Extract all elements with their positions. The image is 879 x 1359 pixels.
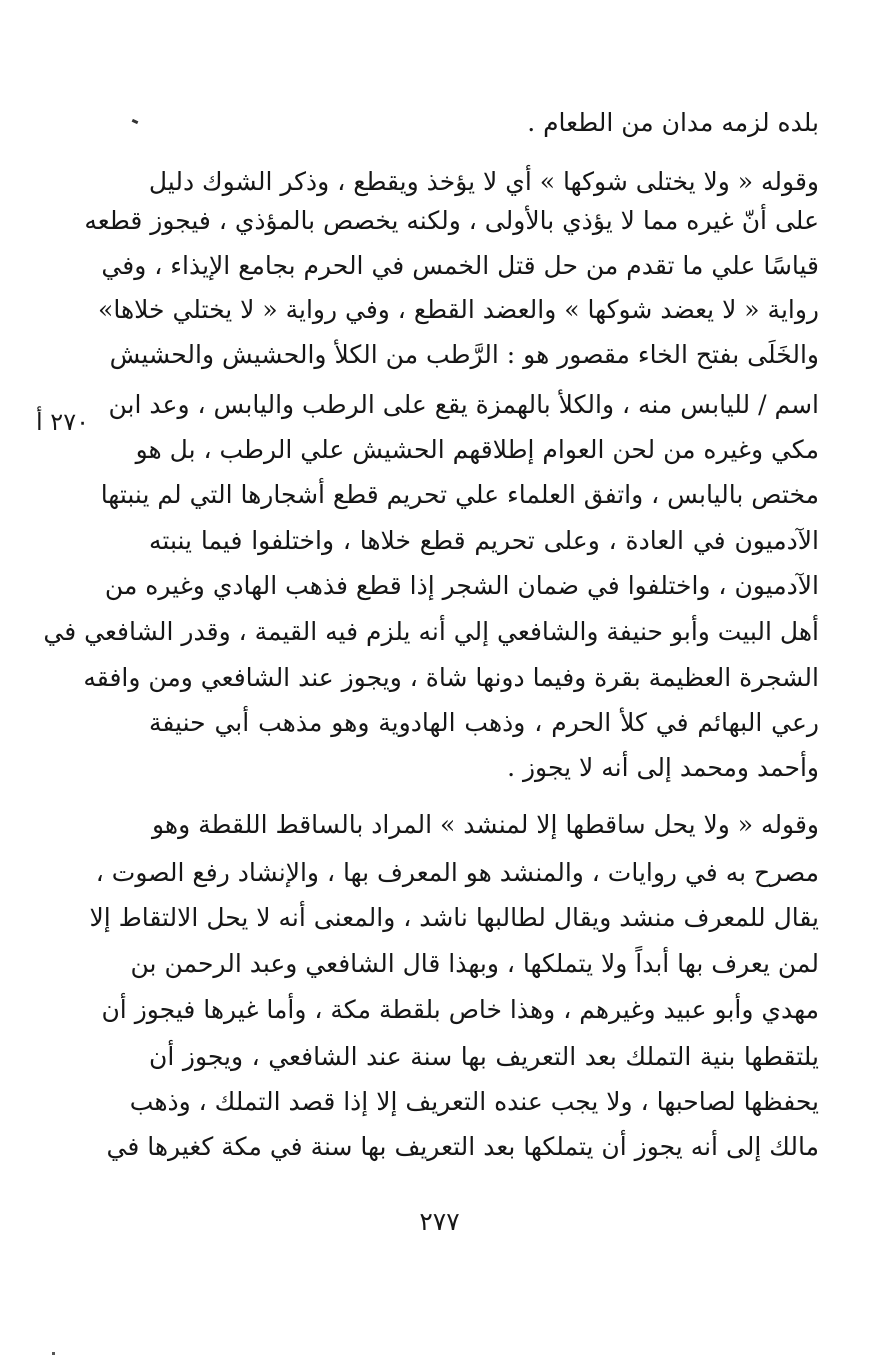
text-line: على أنّ غيره مما لا يؤذي بالأولى ، ولكنه يخصص بالمؤذي ، فيجوز قطعه xyxy=(84,206,819,235)
manuscript-folio-note: ٢٧٠ أ xyxy=(36,408,89,436)
text-line: قياسًا علي ما تقدم من حل قتل الخمس في الحرم بجامع الإيذاء ، وفي xyxy=(101,251,819,280)
text-line: مكي وغيره من لحن العوام إطلاقهم الحشيش علي الرطب ، بل هو xyxy=(135,435,819,464)
text-line: بلده لزمه مدان من الطعام . xyxy=(527,108,819,137)
text-line: مالك إلى أنه يجوز أن يتملكها بعد التعريف بها سنة في مكة كغيرها في xyxy=(106,1132,819,1161)
text-line: الشجرة العظيمة بقرة وفيما دونها شاة ، ويجوز عند الشافعي ومن وافقه xyxy=(83,663,819,692)
text-line: وقوله « ولا يختلى شوكها » أي لا يؤخذ ويقطع ، وذكر الشوك دليل xyxy=(148,167,819,196)
text-line: يقال للمعرف منشد ويقال لطالبها ناشد ، والمعنى أنه لا يحل الالتقاط إلا xyxy=(89,903,819,932)
scan-mark xyxy=(52,1352,55,1355)
text-line: أهل البيت وأبو حنيفة والشافعي إلي أنه يلزم فيه القيمة ، وقدر الشافعي في xyxy=(43,617,819,646)
text-line: مصرح به في روايات ، والمنشد هو المعرف بها ، والإنشاد رفع الصوت ، xyxy=(95,858,819,887)
page-number: ٢٧٧ xyxy=(419,1207,460,1236)
text-line: مهدي وأبو عبيد وغيرهم ، وهذا خاص بلقطة مكة ، وأما غيرها فيجوز أن xyxy=(101,995,819,1024)
text-line: يحفظها لصاحبها ، ولا يجب عنده التعريف إلا إذا قصد التملك ، وذهب xyxy=(129,1087,819,1116)
text-line: وأحمد ومحمد إلى أنه لا يجوز . xyxy=(507,753,819,782)
text-line: الآدميون في العادة ، وعلى تحريم قطع خلاها ، واختلفوا فيما ينبته xyxy=(149,526,819,555)
text-line: والخَلَى بفتح الخاء مقصور هو : الرَّطب من الكلأ والحشيش والحشيش xyxy=(109,340,819,369)
text-line: لمن يعرف بها أبداً ولا يتملكها ، وبهذا قال الشافعي وعبد الرحمن بن xyxy=(130,949,819,978)
text-line: رعي البهائم في كلأ الحرم ، وذهب الهادوية وهو مذهب أبي حنيفة xyxy=(149,708,819,737)
text-line: وقوله « ولا يحل ساقطها إلا لمنشد » المراد بالساقط اللقطة وهو xyxy=(152,810,819,839)
text-line: اسم / لليابس منه ، والكلأ بالهمزة يقع على الرطب واليابس ، وعد ابن xyxy=(108,390,819,419)
text-line: يلتقطها بنية التملك بعد التعريف بها سنة عند الشافعي ، ويجوز أن xyxy=(149,1042,819,1071)
scan-mark xyxy=(132,119,139,124)
text-line: رواية « لا يعضد شوكها » والعضد القطع ، وفي رواية « لا يختلي خلاها» xyxy=(98,295,819,324)
text-line: مختص باليابس ، واتفق العلماء علي تحريم قطع أشجارها التي لم ينبتها xyxy=(100,480,819,509)
text-line: الآدميون ، واختلفوا في ضمان الشجر إذا قطع فذهب الهادي وغيره من xyxy=(104,571,819,600)
